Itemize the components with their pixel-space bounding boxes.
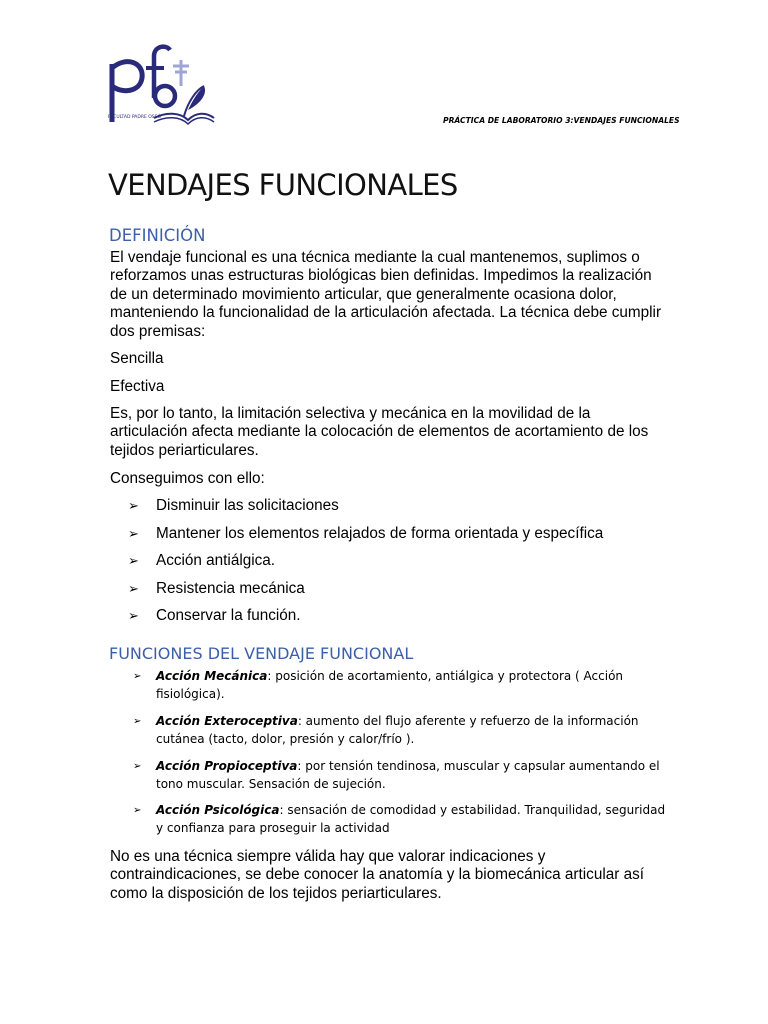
function-description: : posición de acortamiento, antiálgica y protectora ( Acción fisiológica). (156, 669, 624, 701)
arrow-bullet-icon: ➢ (133, 716, 142, 727)
definition-heading: DEFINICIÓN (109, 226, 206, 245)
function-description: : aumento del flujo aferente y refuerzo de la información cutánea (tacto, dolor, presión y calor/frío ). (156, 714, 639, 746)
list-item (128, 497, 603, 525)
goal-text: Conservar la función. (156, 607, 301, 625)
list-item (133, 802, 668, 842)
function-name: Acción Mecánica (156, 669, 268, 683)
function-name: Acción Exteroceptiva (156, 714, 298, 728)
list-item (128, 552, 603, 580)
logo-graphic (108, 42, 218, 128)
function-description: : por tensión tendinosa, muscular y capsular aumentando el tono muscular. Sensación de sujeción. (156, 759, 660, 791)
list-item (128, 525, 603, 553)
functions-heading: FUNCIONES DEL VENDAJE FUNCIONAL (109, 644, 414, 663)
list-item (128, 607, 603, 635)
closing-paragraph: No es una técnica siempre válida hay que valorar indicaciones y contraindicaciones, se debe conocer la anatomía y la biomecánica articular así como la disposición de los tejidos periarticulares. (110, 848, 644, 902)
definition-paragraph: El vendaje funcional es una técnica mediante la cual mantenemos, suplimos o reforzamos unas estructuras biológicas bien definidas. Impedimos la realización de un determinado movimiento articular, que generalmente ocasiona dolor, manteniendo la funcionalidad de la articulación afectada. La técnica debe cumplir dos premisas: (110, 249, 662, 340)
document-title: VENDAJES FUNCIONALES (108, 168, 458, 202)
list-item (133, 758, 668, 802)
goal-text: Mantener los elementos relajados de forma orientada y específica (156, 524, 604, 542)
arrow-bullet-icon: ➢ (133, 671, 142, 682)
arrow-bullet-icon: ➢ (133, 805, 142, 816)
arrow-bullet-icon: ➢ (128, 498, 139, 513)
goal-text: Acción antiálgica. (156, 552, 276, 570)
goals-intro: Conseguimos con ello: (110, 470, 265, 487)
arrow-bullet-icon: ➢ (128, 525, 139, 541)
goal-text: Disminuir las solicitaciones (156, 497, 339, 514)
list-item (133, 713, 668, 758)
arrow-bullet-icon: ➢ (128, 553, 139, 569)
functions-list (133, 668, 668, 842)
premise-sencilla: Sencilla (110, 350, 164, 367)
list-item (133, 668, 668, 713)
premise-efectiva: Efectiva (110, 378, 165, 395)
function-description: : sensación de comodidad y estabilidad. Tranquilidad, seguridad y confianza para proseguir la actividad (156, 803, 666, 835)
arrow-bullet-icon: ➢ (128, 580, 139, 596)
arrow-bullet-icon: ➢ (128, 608, 139, 624)
list-item (128, 580, 603, 608)
goal-text: Resistencia mecánica (156, 579, 305, 597)
faculty-logo (108, 42, 218, 128)
explanation-paragraph: Es, por lo tanto, la limitación selectiva y mecánica en la movilidad de la articulación afecta mediante la colocación de elementos de acortamiento de los tejidos periarticulares. (110, 405, 649, 459)
arrow-bullet-icon: ➢ (133, 761, 142, 772)
logo-caption: FACULTAD PADRE OSSÓ (108, 115, 162, 120)
function-name: Acción Psicológica (156, 803, 280, 817)
practice-label: PRÁCTICA DE LABORATORIO 3:VENDAJES FUNCIONALES (443, 116, 680, 125)
function-name: Acción Propioceptiva (156, 759, 298, 773)
goals-list (128, 497, 603, 635)
